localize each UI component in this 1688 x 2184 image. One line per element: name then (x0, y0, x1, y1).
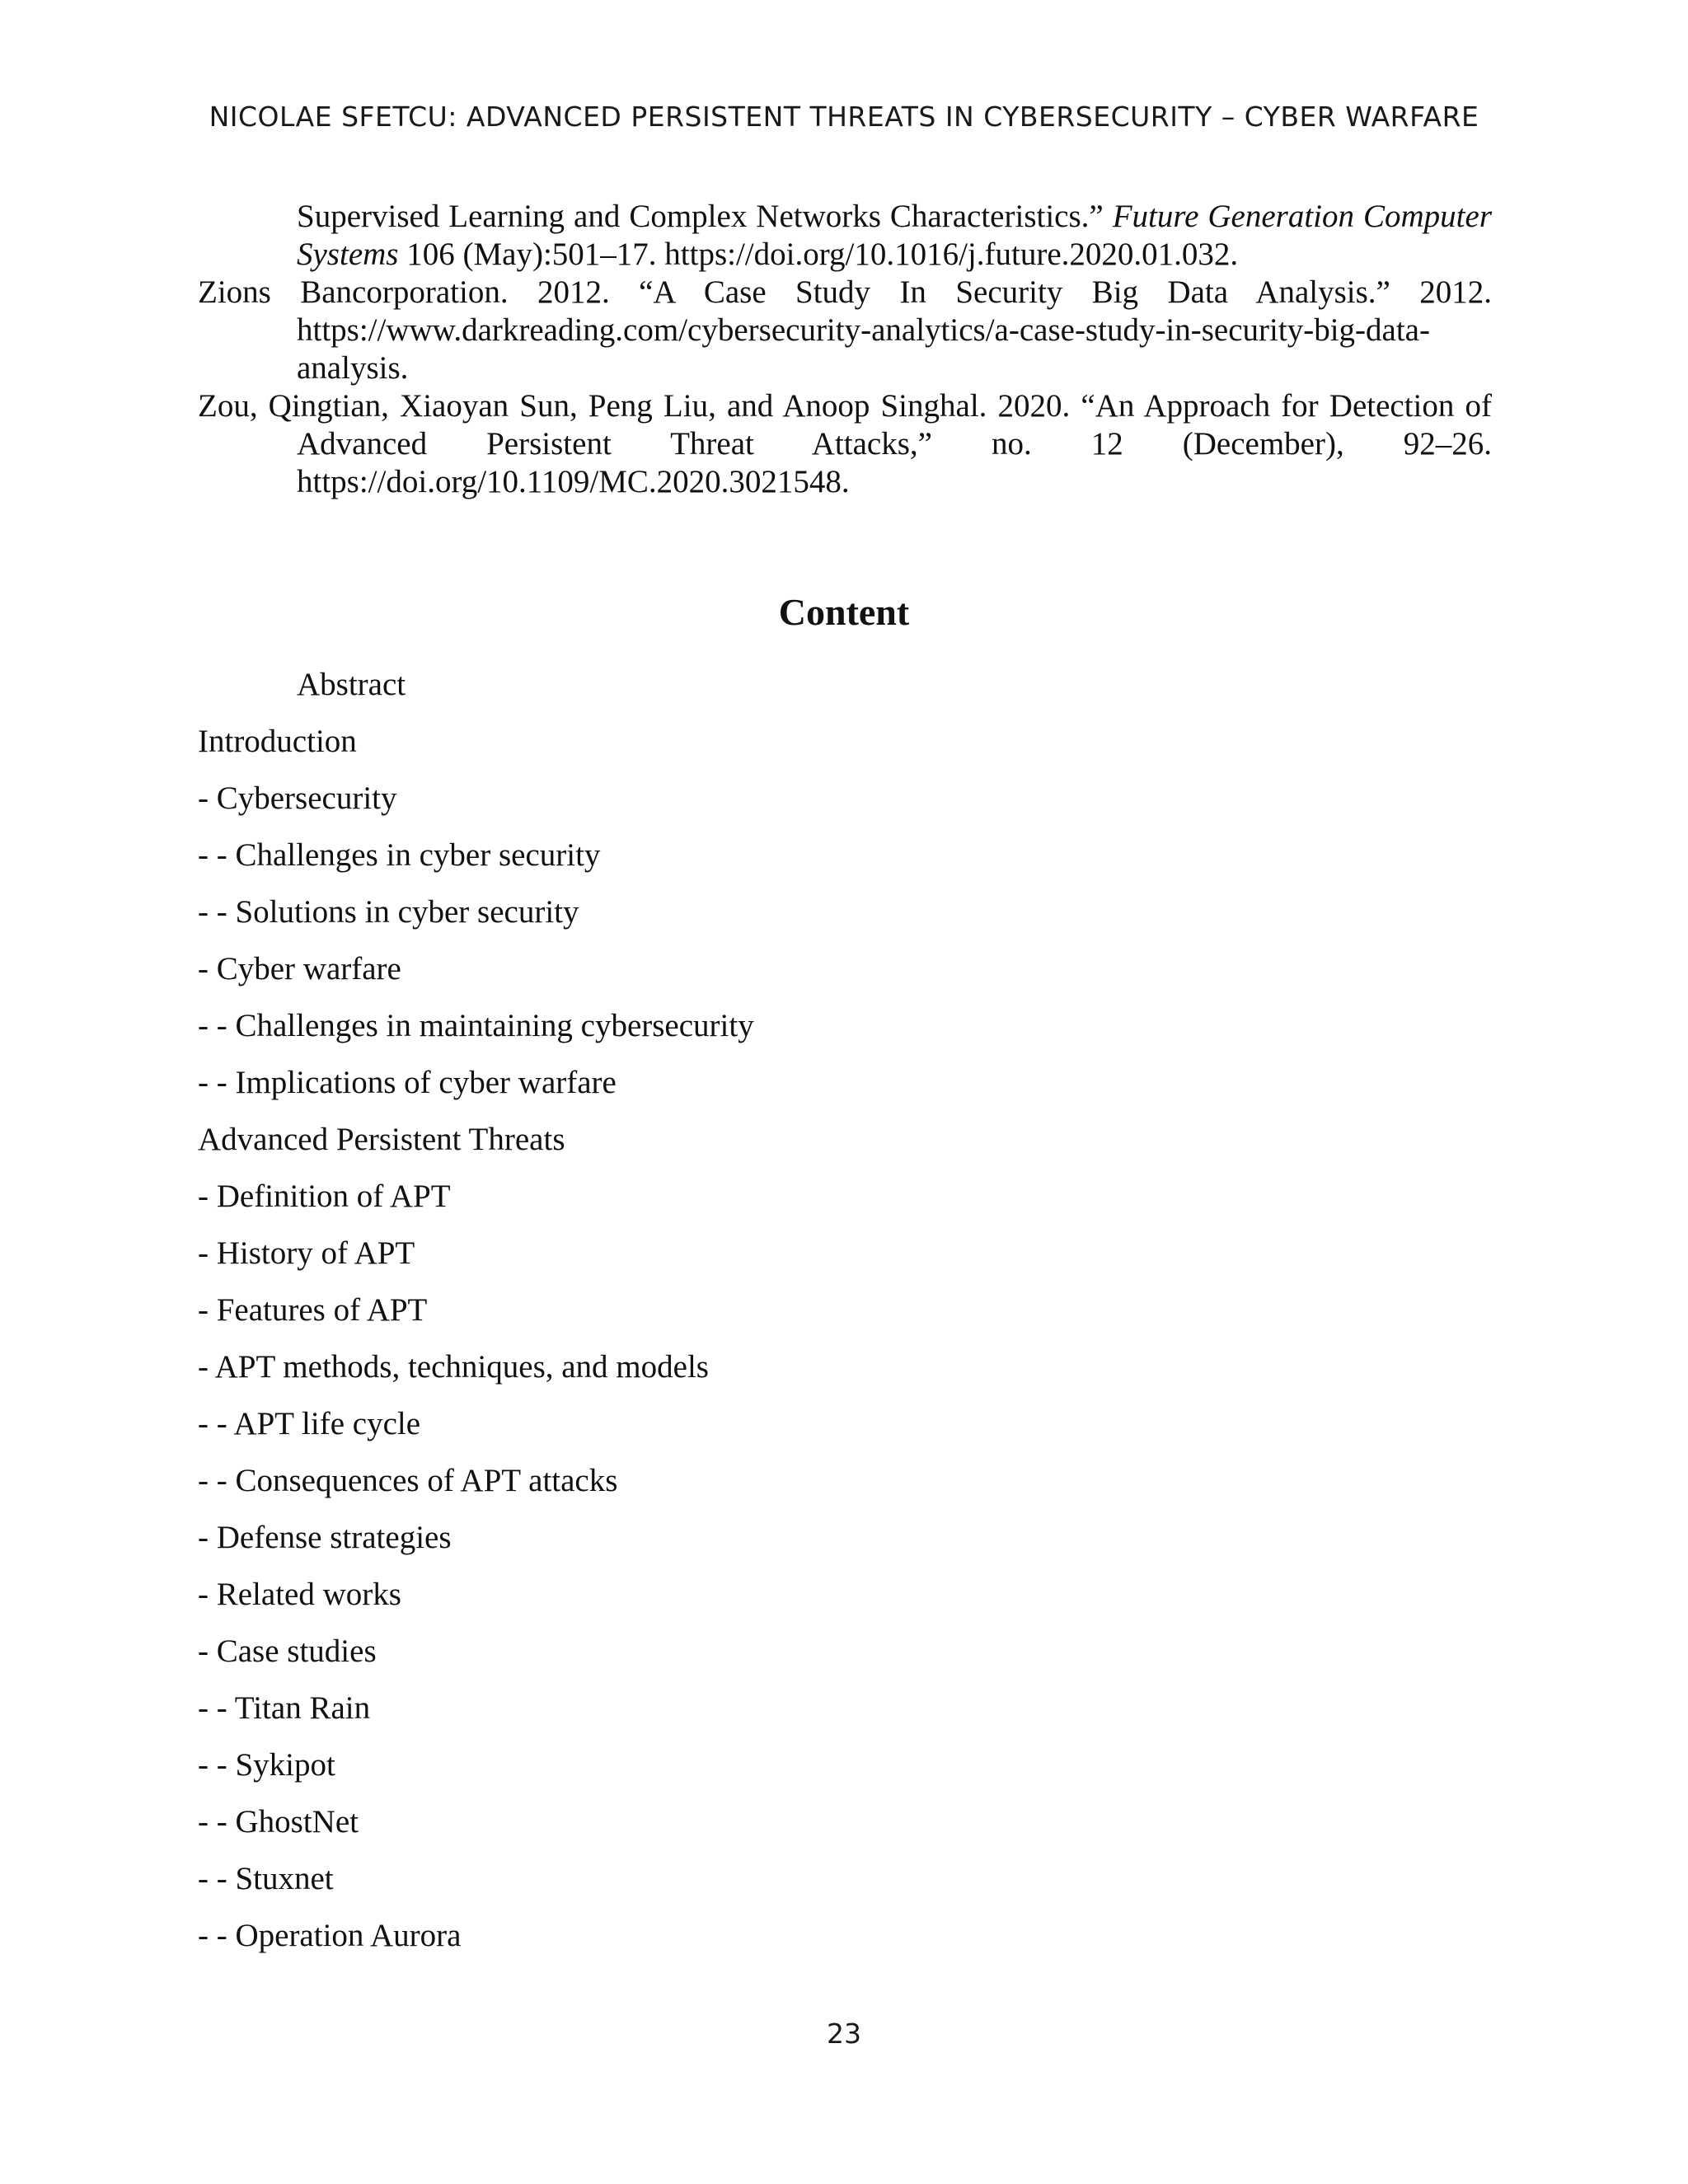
toc-item: - Case studies (198, 1633, 377, 1669)
toc-item: - - Challenges in maintaining cybersecurity (198, 1008, 754, 1043)
toc-item: Advanced Persistent Threats (198, 1122, 565, 1157)
journal-title: Future Generation Computer Systems (297, 199, 1492, 272)
bibliography-entry: Zou, Qingtian, Xiaoyan Sun, Peng Liu, and Anoop Singhal. 2020. “An Approach for Detection of Advanced Persistent Threat Attacks,” no. 12 (December), 92–26. https://doi.org/10.1109/MC.2020.3021548. (198, 388, 1492, 499)
bibliography-entry (198, 198, 1492, 274)
toc-item: - History of APT (198, 1235, 415, 1271)
toc-item: - Related works (198, 1577, 401, 1612)
toc-item: - - Implications of cyber warfare (198, 1065, 617, 1100)
toc-item: - - GhostNet (198, 1804, 359, 1840)
bibliography-entry: Zions Bancorporation. 2012. “A Case Study In Security Big Data Analysis.” 2012. https://www.darkreading.com/cybersecurity-analytics/a-case-study-in-security-big-data-analysis. (198, 274, 1492, 386)
page-number: 23 (827, 2018, 861, 2050)
toc-item: - - Sykipot (198, 1747, 335, 1783)
toc-item: - - APT life cycle (198, 1406, 421, 1441)
toc-item: Introduction (198, 724, 357, 759)
running-header: NICOLAE SFETCU: ADVANCED PERSISTENT THREATS IN CYBERSECURITY – CYBER WARFARE (209, 101, 1479, 133)
toc-item: - Cyber warfare (198, 951, 401, 987)
toc-item: - - Solutions in cyber security (198, 894, 579, 930)
section-heading: Content (778, 591, 910, 633)
toc-item: - Cybersecurity (198, 780, 397, 816)
toc-item: - - Operation Aurora (198, 1918, 462, 1953)
table-of-contents (198, 666, 1492, 1974)
toc-item: - - Stuxnet (198, 1861, 334, 1896)
toc-item: - - Challenges in cyber security (198, 837, 601, 873)
toc-item: - - Consequences of APT attacks (198, 1463, 618, 1498)
reference-text: 106 (May):501–17. https://doi.org/10.1016/j.future.2020.01.032. (398, 237, 1239, 272)
toc-item: - Definition of APT (198, 1179, 451, 1214)
toc-item: Abstract (297, 667, 406, 702)
toc-item: - Features of APT (198, 1292, 428, 1328)
reference-text: Supervised Learning and Complex Networks Characteristics.” (297, 199, 1113, 234)
toc-item: - APT methods, techniques, and models (198, 1349, 709, 1385)
bibliography (198, 198, 1492, 501)
toc-item: - - Titan Rain (198, 1690, 371, 1726)
toc-item: - Defense strategies (198, 1520, 452, 1555)
